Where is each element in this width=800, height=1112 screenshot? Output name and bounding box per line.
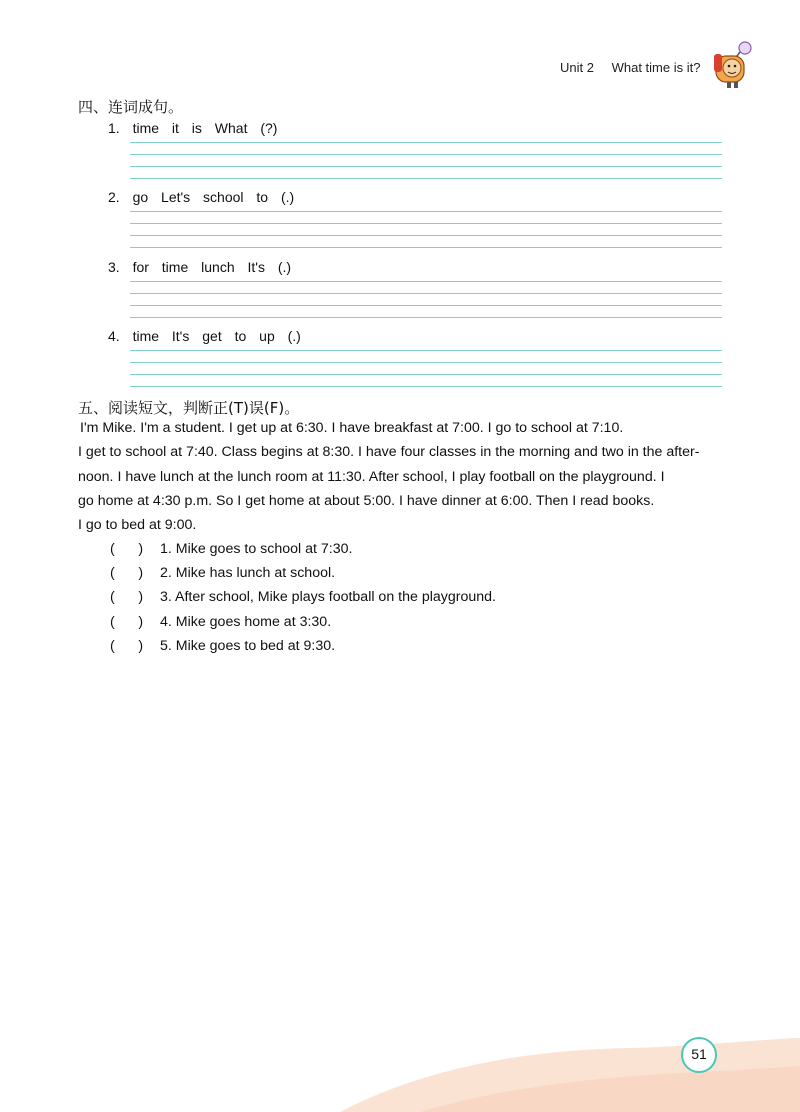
answer-blank[interactable]: ( ) [110,565,144,582]
passage-line: noon. I have lunch at the lunch room at 11:30. After school, I play football on the playground. I [78,468,665,485]
reading-passage [78,416,722,537]
tf-item [110,610,496,634]
answer-lines-2 [130,211,722,249]
question-3: 3. for time lunch It's (.) [108,259,292,275]
tf-statement: 5. Mike goes to bed at 9:30. [160,637,336,654]
tf-statement: 1. Mike goes to school at 7:30. [160,541,353,557]
answer-lines-4 [130,350,722,388]
tf-statement: 3. After school, Mike plays football on the playground. [160,589,496,606]
answer-blank[interactable]: ( ) [110,541,144,557]
page-number: 51 [681,1037,717,1073]
tf-item [110,561,496,585]
footer-wave-decoration [300,1010,800,1112]
true-false-list [110,537,496,658]
question-4: 4. time It's get to up (.) [108,328,301,344]
unit-label: Unit 2 [560,60,594,75]
answer-lines-3 [130,281,722,319]
answer-lines-1 [130,142,722,180]
passage-line: I get to school at 7:40. Class begins at 8:30. I have four classes in the morning and two in the after- [78,444,700,461]
question-1: 1. time it is What (?) [108,120,278,136]
question-2: 2. go Let's school to (.) [108,189,295,205]
tf-statement: 4. Mike goes home at 3:30. [160,613,332,630]
running-header [560,60,700,75]
answer-blank[interactable]: ( ) [110,637,144,654]
mascot-illustration [712,40,754,90]
answer-blank[interactable]: ( ) [110,589,144,606]
passage-line: go home at 4:30 p.m. So I get home at about 5:00. I have dinner at 6:00. Then I read books. [78,492,655,509]
answer-blank[interactable]: ( ) [110,613,144,630]
tf-item [110,585,496,609]
tf-item [110,537,496,561]
unit-title: What time is it? [611,60,701,75]
tf-item [110,634,496,658]
tf-statement: 2. Mike has lunch at school. [160,565,336,582]
section-5-title: 五、阅读短文，判断正(T)误(F)。 [78,399,300,417]
passage-line: I'm Mike. I'm a student. I get up at 6:30. I have breakfast at 7:00. I go to school at 7:10. [80,420,624,436]
passage-line: I go to bed at 9:00. [78,517,197,534]
section-4-title: 四、连词成句。 [78,98,184,116]
